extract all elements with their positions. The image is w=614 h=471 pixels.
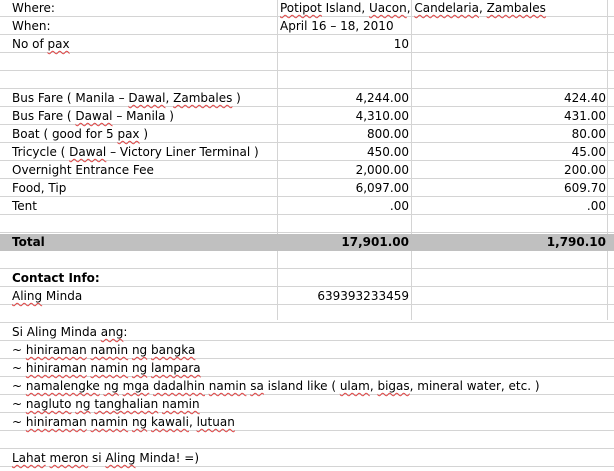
expense-total-cell[interactable]: .00 bbox=[389, 199, 409, 213]
expense-per-person-cell[interactable]: 609.70 bbox=[564, 181, 606, 195]
expense-row bbox=[0, 162, 614, 179]
contact-phone-cell[interactable]: 639393233459 bbox=[317, 289, 409, 303]
contact-name-cell[interactable]: Aling Minda bbox=[12, 289, 83, 303]
expense-row bbox=[0, 126, 614, 143]
row-contact bbox=[0, 288, 614, 305]
row-where bbox=[0, 0, 614, 17]
total-row bbox=[0, 234, 614, 251]
row-empty bbox=[0, 252, 614, 269]
note-row bbox=[0, 360, 614, 377]
expense-per-person-cell[interactable]: 424.40 bbox=[564, 91, 606, 105]
expense-total-cell[interactable]: 2,000.00 bbox=[355, 163, 409, 177]
expense-label-cell[interactable]: Overnight Entrance Fee bbox=[12, 163, 154, 177]
expense-total-cell[interactable]: 4,244.00 bbox=[355, 91, 409, 105]
pax-label-cell[interactable]: No of pax bbox=[12, 37, 70, 51]
notes-intro-row bbox=[0, 324, 614, 341]
expense-label-cell[interactable]: Bus Fare ( Manila – Dawal, Zambales ) bbox=[12, 91, 241, 105]
row-empty bbox=[0, 306, 614, 323]
expense-per-person-cell[interactable]: 45.00 bbox=[571, 145, 606, 159]
pax-value-cell[interactable]: 10 bbox=[393, 37, 409, 51]
note-cell[interactable]: ~ nagluto ng tanghalian namin bbox=[12, 397, 200, 411]
total-per-person-cell[interactable]: 1,790.10 bbox=[546, 235, 606, 249]
contact-heading-cell[interactable]: Contact Info: bbox=[12, 271, 100, 285]
note-row bbox=[0, 378, 614, 395]
row-empty bbox=[0, 216, 614, 233]
closing-note-cell[interactable]: Lahat meron si Aling Minda! =) bbox=[12, 451, 200, 465]
expense-label-cell[interactable]: Food, Tip bbox=[12, 181, 67, 195]
row-pax bbox=[0, 36, 614, 53]
row-empty bbox=[0, 72, 614, 89]
note-cell[interactable]: ~ hiniraman namin ng kawali, lutuan bbox=[12, 415, 235, 429]
note-cell[interactable]: ~ namalengke ng mga dadalhin namin sa island like ( ulam, bigas, mineral water, etc. ) bbox=[12, 379, 540, 393]
when-label-cell[interactable]: When: bbox=[12, 19, 51, 33]
expense-label-cell[interactable]: Tricycle ( Dawal – Victory Liner Terminal ) bbox=[12, 145, 259, 159]
expense-row bbox=[0, 180, 614, 197]
notes-intro-cell[interactable]: Si Aling Minda ang: bbox=[12, 325, 128, 339]
expense-label-cell[interactable]: Tent bbox=[12, 199, 37, 213]
closing-row bbox=[0, 450, 614, 467]
expense-total-cell[interactable]: 450.00 bbox=[367, 145, 409, 159]
where-value-cell[interactable]: Potipot Island, Uacon, Candelaria, Zambales bbox=[280, 1, 546, 15]
expense-per-person-cell[interactable]: 431.00 bbox=[564, 109, 606, 123]
total-amount-cell[interactable]: 17,901.00 bbox=[341, 235, 409, 249]
expense-row bbox=[0, 198, 614, 215]
expense-row bbox=[0, 90, 614, 107]
expense-row bbox=[0, 108, 614, 125]
row-when bbox=[0, 18, 614, 35]
expense-per-person-cell[interactable]: .00 bbox=[586, 199, 606, 213]
expense-total-cell[interactable]: 6,097.00 bbox=[355, 181, 409, 195]
note-cell[interactable]: ~ hiniraman namin ng lampara bbox=[12, 361, 201, 375]
expense-total-cell[interactable]: 4,310.00 bbox=[355, 109, 409, 123]
expense-per-person-cell[interactable]: 200.00 bbox=[564, 163, 606, 177]
expense-label-cell[interactable]: Bus Fare ( Dawal – Manila ) bbox=[12, 109, 174, 123]
when-value-cell[interactable]: April 16 – 18, 2010 bbox=[280, 19, 394, 33]
note-row bbox=[0, 414, 614, 431]
row-empty bbox=[0, 54, 614, 71]
row-empty bbox=[0, 432, 614, 449]
row-contact-heading bbox=[0, 270, 614, 287]
expense-label-cell[interactable]: Boat ( good for 5 pax ) bbox=[12, 127, 149, 141]
expense-row bbox=[0, 144, 614, 161]
expense-per-person-cell[interactable]: 80.00 bbox=[571, 127, 606, 141]
note-cell[interactable]: ~ hiniraman namin ng bangka bbox=[12, 343, 196, 357]
note-row bbox=[0, 342, 614, 359]
where-label-cell[interactable]: Where: bbox=[12, 1, 55, 15]
note-row bbox=[0, 396, 614, 413]
total-label-cell[interactable]: Total bbox=[12, 235, 45, 249]
expense-total-cell[interactable]: 800.00 bbox=[367, 127, 409, 141]
